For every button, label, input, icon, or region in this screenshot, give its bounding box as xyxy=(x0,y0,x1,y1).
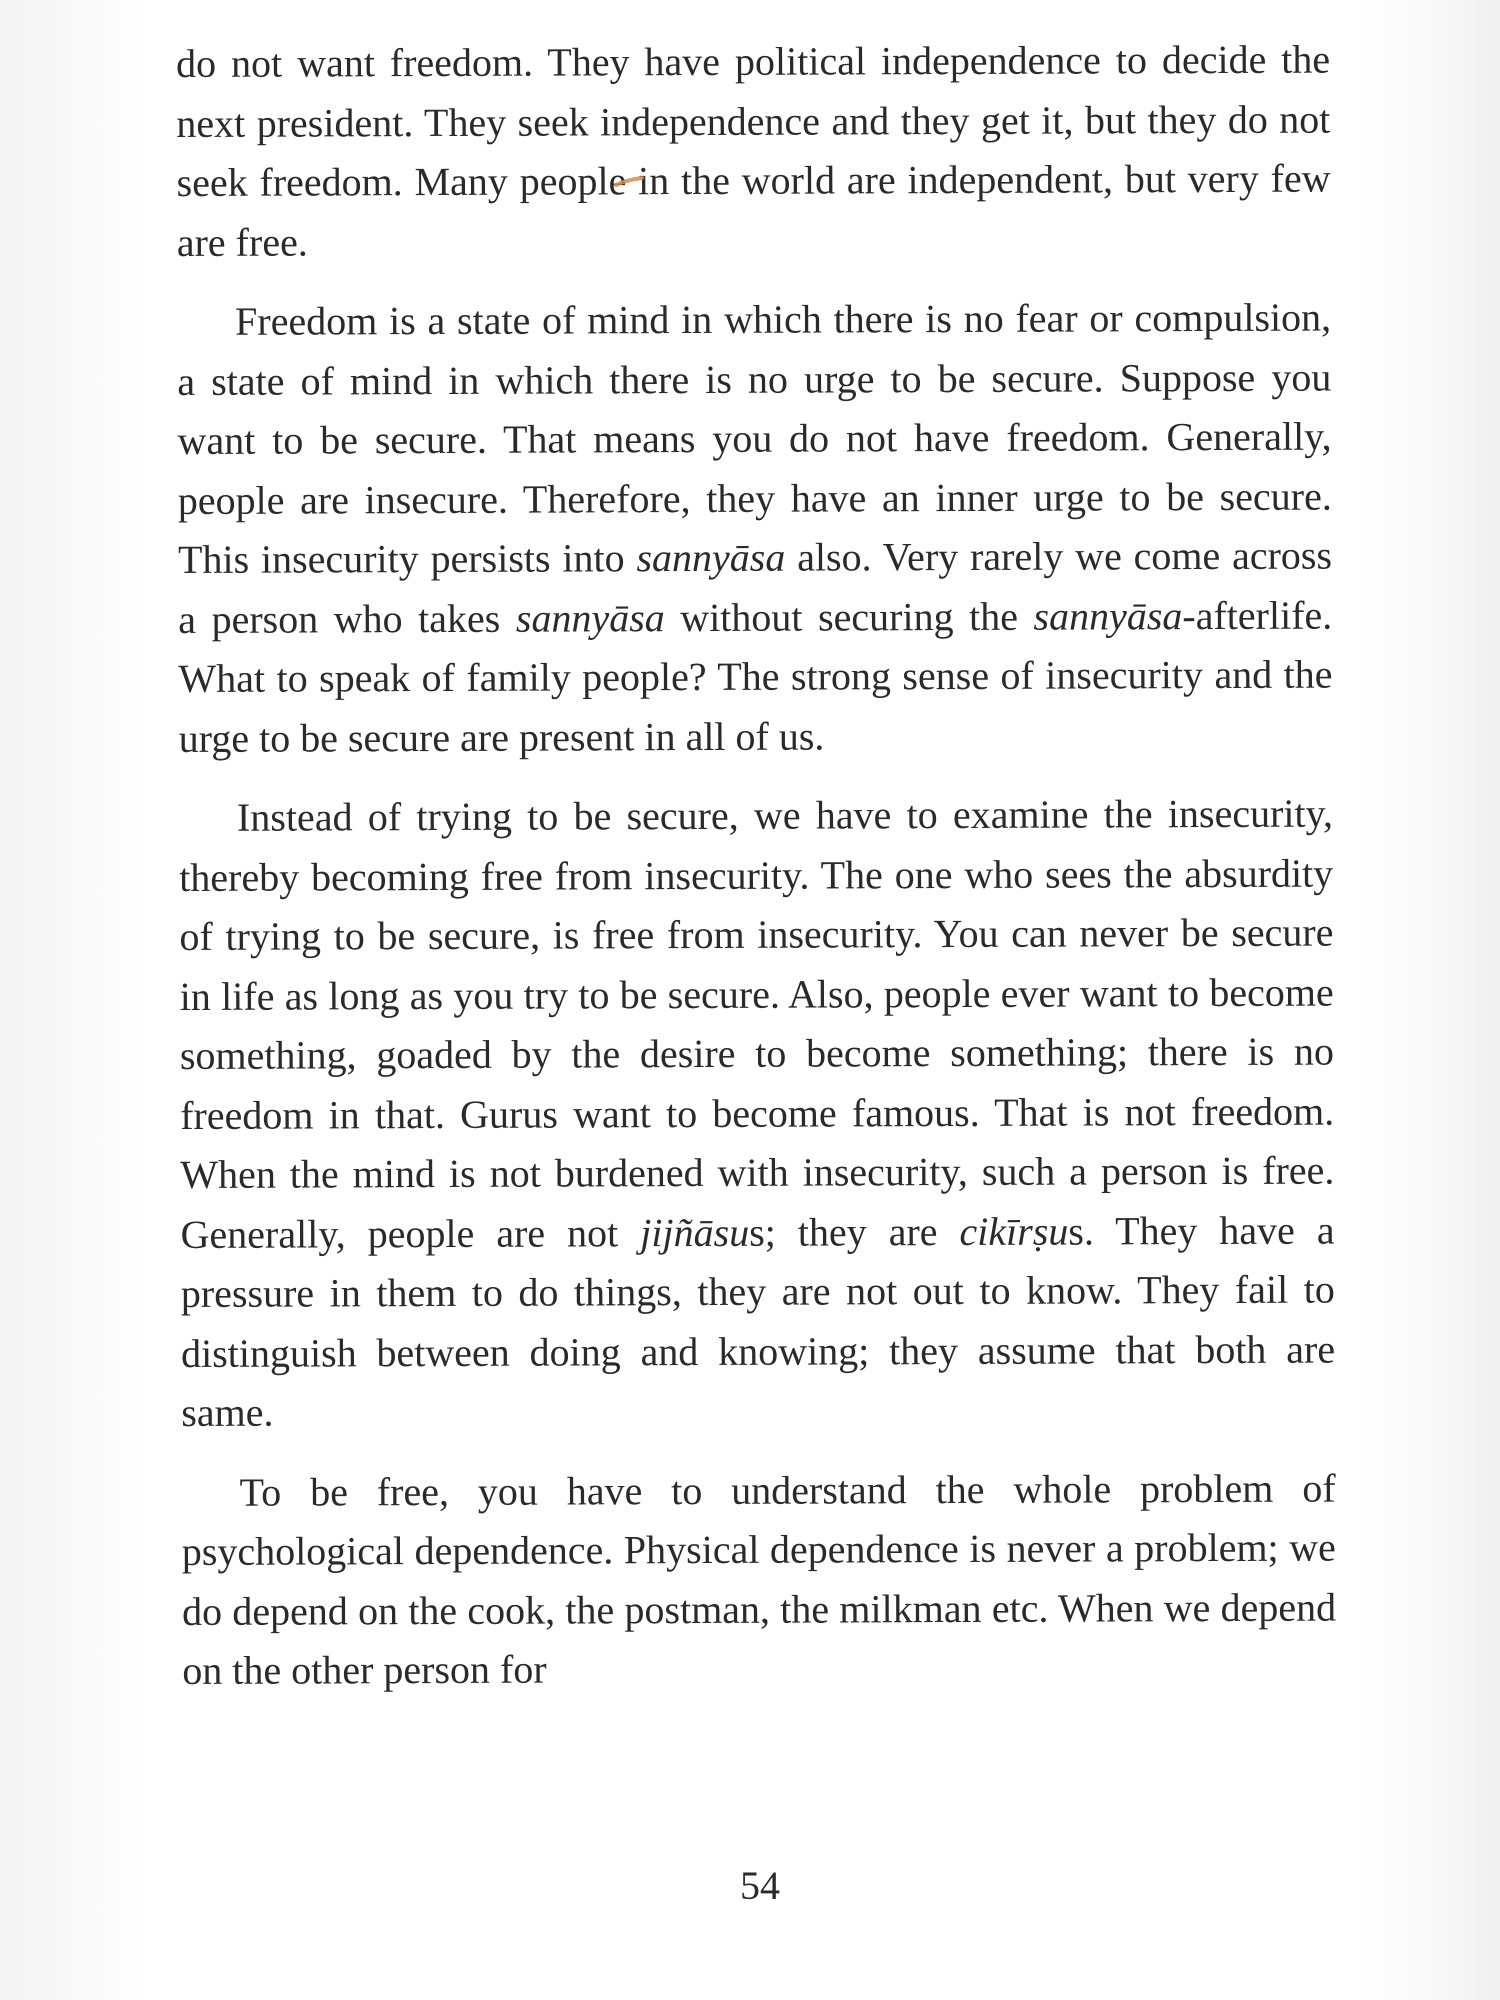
pen-mark-stroke xyxy=(614,176,644,188)
text-run: Instead of trying to be secure, we have to examine the insecurity, thereby becoming free from insecurity. The one who sees the absurdity of trying to be secure, is free from insecurity. You can never be secure in life as long as you try to be secure. Also, people ever want to become something, goaded by the desire to become something; there is no freedom in that. Gurus want to become famous. That is not freedom. When the mind is not burdened with insecurity, such a person is free. Generally, people are not xyxy=(179,790,1335,1257)
paragraph xyxy=(177,288,1333,768)
paragraph xyxy=(179,784,1336,1443)
italic-term: cikīrṣu xyxy=(959,1208,1069,1254)
italic-term: sannyāsa xyxy=(1033,592,1183,639)
paragraph xyxy=(181,1458,1336,1700)
text-run: s. They have a pressure in them to do things, they are not out to know. They fail to distinguish between doing and knowing; they assume that both are same. xyxy=(180,1207,1336,1435)
page-number: 54 xyxy=(740,1863,780,1908)
italic-term: jijñāsu xyxy=(640,1209,750,1255)
text-run: -afterlife. What to speak of family people? The strong sense of insecurity and the urge to be secure are present in all of us. xyxy=(178,592,1333,761)
page-edge-shadow-right xyxy=(1360,0,1500,2000)
text-run: also. Very rarely we come across a person who takes xyxy=(178,532,1333,642)
text-run: do not want freedom. They have political independence to decide the next president. They seek independence and they get it, but they do not seek freedom. Many people in the world are independent, but very few are free. xyxy=(176,36,1331,265)
text-run: To be free, you have to understand the whole problem of psychological dependence. Physical dependence is never a problem; we do depend on the cook, the postman, the milkman etc. When we depend on the other person for xyxy=(181,1465,1337,1693)
text-run: Freedom is a state of mind in which there is no fear or compulsion, a state of mind in which there is no urge to be secure. Suppose you want to be secure. That means you do not have freedom. Generally, people are insecure. Therefore, they have an inner urge to be secure. This insecurity persists into xyxy=(177,294,1332,582)
page-gutter-shadow-left xyxy=(0,0,150,2000)
body-text xyxy=(176,30,1336,1721)
text-run: without securing the xyxy=(664,593,1034,640)
italic-term: sannyāsa xyxy=(636,534,786,581)
paragraph xyxy=(176,30,1331,272)
text-run: s; they are xyxy=(749,1208,960,1255)
italic-term: sannyāsa xyxy=(515,594,665,641)
